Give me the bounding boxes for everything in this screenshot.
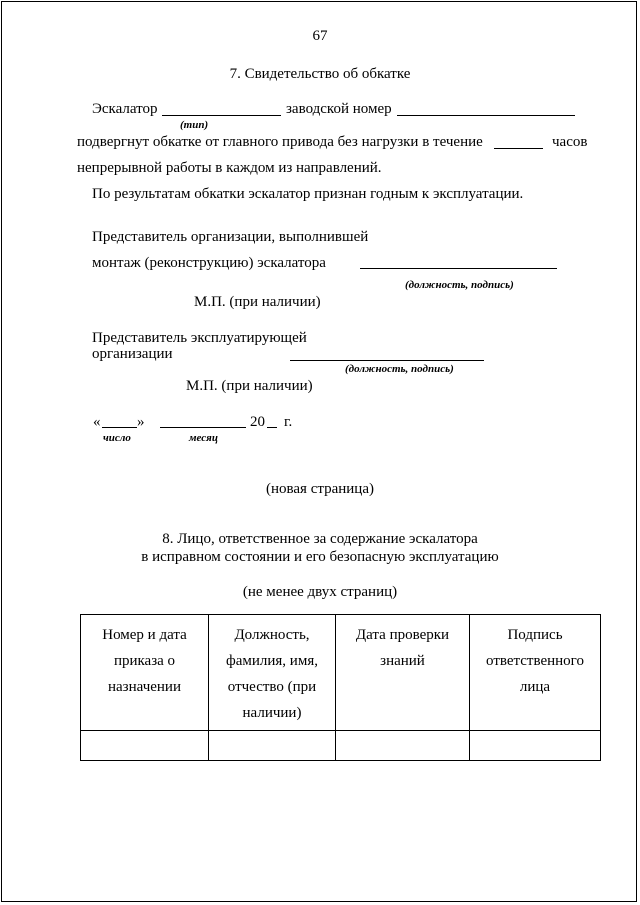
header-cell-line: лица — [519, 679, 551, 695]
header-cell-line: отчество (при — [227, 679, 317, 695]
operator-rep-line2: организации — [92, 346, 173, 362]
installer-seal: М.П. (при наличии) — [194, 294, 321, 310]
header-cell-line: фамилия, имя, — [226, 653, 318, 669]
header-cell-line: Подпись — [507, 627, 563, 643]
date-year-suffix: г. — [284, 414, 293, 430]
header-position-name — [209, 615, 336, 731]
installer-signature-caption: (должность, подпись) — [405, 279, 514, 291]
header-order-number-date — [81, 615, 209, 731]
run-in-line2: непрерывной работы в каждом из направлений. — [77, 160, 382, 176]
date-month-caption: месяц — [189, 432, 218, 444]
table-row — [81, 731, 601, 761]
section8-title-line2: в исправном состоянии и его безопасную эксплуатацию — [141, 549, 499, 565]
run-in-line1: подвергнут обкатке от главного привода без нагрузки в течение — [77, 134, 483, 150]
header-responsible-signature — [470, 615, 601, 731]
installer-signature-blank[interactable] — [360, 268, 557, 269]
section8-title-line1: 8. Лицо, ответственное за содержание эскалатора — [162, 531, 478, 547]
installer-rep-line1: Представитель организации, выполнившей — [92, 229, 369, 245]
hours-label: часов — [552, 134, 588, 150]
table-cell-empty[interactable] — [336, 731, 470, 761]
header-cell-line: назначении — [108, 679, 181, 695]
operator-signature-blank[interactable] — [290, 360, 484, 361]
operator-seal: М.П. (при наличии) — [186, 378, 313, 394]
table-cell-empty[interactable] — [81, 731, 209, 761]
header-cell-line: наличии) — [242, 705, 302, 721]
header-cell-line: Номер и дата — [102, 627, 187, 643]
serial-number-label: заводской номер — [286, 101, 392, 117]
operator-rep-line1: Представитель эксплуатирующей — [92, 330, 307, 346]
header-knowledge-check-date — [336, 615, 470, 731]
date-year-prefix: 20 — [250, 414, 265, 430]
date-open-quote: « — [93, 414, 101, 430]
escalator-label: Эскалатор — [92, 101, 158, 117]
header-cell-line: приказа о — [113, 653, 176, 669]
responsible-person-table — [80, 614, 601, 761]
serial-number-blank[interactable] — [397, 115, 575, 116]
escalator-type-blank[interactable] — [162, 115, 281, 116]
installer-rep-line2: монтаж (реконструкцию) эскалатора — [92, 255, 326, 271]
date-day-blank[interactable] — [102, 427, 137, 428]
date-close-quote: » — [137, 414, 145, 430]
table-header-row — [81, 615, 601, 731]
type-caption: (тип) — [180, 119, 209, 131]
operator-signature-caption: (должность, подпись) — [345, 363, 454, 375]
table-cell-empty[interactable] — [209, 731, 336, 761]
hours-blank[interactable] — [494, 148, 543, 149]
section7-title: 7. Свидетельство об обкатке — [229, 66, 411, 82]
header-cell-line: Должность, — [234, 627, 310, 643]
run-in-result: По результатам обкатки эскалатор признан годным к эксплуатации. — [92, 186, 524, 202]
section8-note: (не менее двух страниц) — [242, 584, 398, 600]
new-page-note: (новая страница) — [265, 481, 374, 497]
date-year-blank[interactable] — [267, 427, 277, 428]
date-day-caption: число — [103, 432, 131, 444]
header-cell-line: знаний — [380, 653, 425, 669]
date-month-blank[interactable] — [160, 427, 246, 428]
page-number: 67 — [312, 28, 328, 44]
header-cell-line: ответственного — [486, 653, 584, 669]
table-cell-empty[interactable] — [470, 731, 601, 761]
header-cell-line: Дата проверки — [355, 627, 450, 643]
